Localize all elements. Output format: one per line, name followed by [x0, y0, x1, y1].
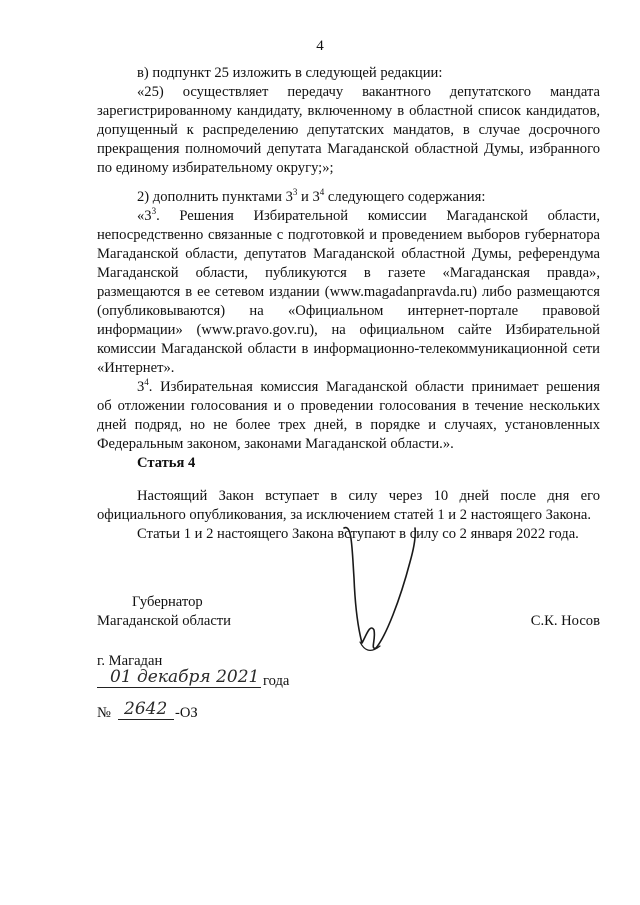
paragraph-line: «$3^3$. Решения Избирательной комиссии Магаданской области, [137, 206, 600, 224]
city-label: г. Магадан [97, 653, 163, 669]
paragraph-line: (опубликовываются) на «Официальном интернет-портале правовой [97, 303, 600, 319]
paragraph-line: Настоящий Закон вступает в силу через 10 дней после дня его [137, 488, 600, 504]
signatory-title: Магаданской области [97, 613, 231, 629]
paragraph-line: Магаданской области, публикуются в газете «Магаданская правда», [97, 265, 600, 281]
handwritten-number: 2642 [124, 699, 168, 719]
signatory-title: Губернатор [132, 594, 203, 610]
paragraph-line: допущенный к распределению депутатских мандатов, в случае досрочного [97, 122, 600, 138]
paragraph-line: «25) осуществляет передачу вакантного депутатского мандата [137, 84, 600, 100]
paragraph-line: комиссии Магаданской области в информационно-телекоммуникационной сети [97, 341, 600, 357]
number-prefix: № [97, 705, 111, 721]
paragraph-line: $3^4$. Избирательная комиссия Магаданской области принимает решения [137, 377, 600, 395]
date-suffix: года [263, 673, 290, 689]
paragraph-line: по единому избирательному округу;»; [97, 160, 334, 176]
page-number: 4 [316, 38, 324, 54]
paragraph-line: зарегистрированному кандидату, включенному в областной список кандидатов, [97, 103, 600, 119]
paragraph-line: официального опубликования, за исключением статей 1 и 2 настоящего Закона. [97, 507, 592, 523]
paragraph-line: прекращения полномочий депутата Магаданской областной Думы, избранного [97, 141, 600, 157]
handwritten-signature [340, 518, 420, 663]
paragraph-line: Федеральным законом, законами Магаданской области.». [97, 436, 454, 452]
paragraph-line: информации» (www.pravo.gov.ru), на официальном сайте Избирательной [97, 322, 600, 338]
paragraph-line: 2) дополнить пунктами $3^3$ и $3^4$ следующего содержания: [137, 187, 486, 205]
paragraph-line: Статьи 1 и 2 настоящего Закона вступают в силу со 2 января 2022 года. [137, 526, 579, 542]
number-suffix: -ОЗ [175, 705, 198, 721]
paragraph-line: в) подпункт 25 изложить в следующей редакции: [137, 65, 443, 81]
handwritten-date: 01 декабря 2021 [110, 667, 260, 687]
paragraph-line: «Интернет». [97, 360, 175, 376]
number-underline [118, 719, 174, 720]
paragraph-line: размещаются в ее сетевом издании (www.magadanpravda.ru) либо размещаются [97, 284, 600, 300]
paragraph-line: дней подряд, но не более трех дней, в порядке и случаях, установленных [97, 417, 600, 433]
paragraph-line: непосредственно связанные с подготовкой и проведением выборов губернатора [97, 227, 600, 243]
paragraph-line: Магаданской области, депутатов Магаданской областной Думы, референдума [97, 246, 600, 262]
date-underline [97, 687, 261, 688]
paragraph-line: об отложении голосования и о проведении голосования в течение нескольких [97, 398, 600, 414]
signatory-name: С.К. Носов [530, 613, 600, 629]
article-heading: Статья 4 [137, 455, 196, 471]
